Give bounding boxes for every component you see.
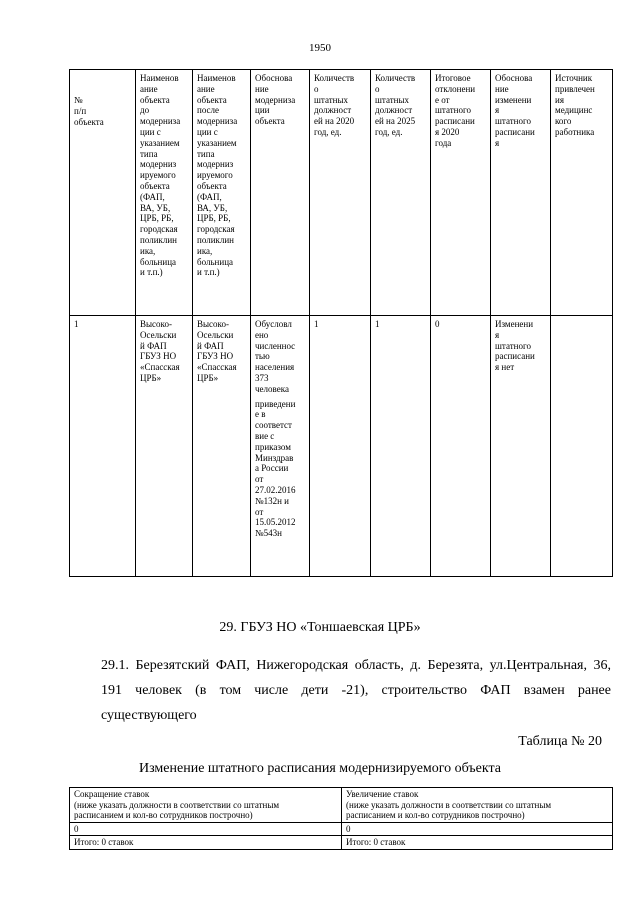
header-text: Итоговое отклонени е от штатного расписани я 2020 года	[435, 73, 476, 148]
cell-reduction-total: Итого: 0 ставок	[70, 836, 342, 850]
table-caption: Изменение штатного расписания модернизируемого объекта	[138, 761, 502, 776]
header-text: Обоснова ние изменени я штатного расписани я	[495, 73, 535, 148]
header-text: Сокращение ставок (ниже указать должности в соответствии со штатным расписанием и кол-во сотрудников построчно)	[74, 789, 280, 820]
header-cell-after	[193, 70, 251, 316]
header-cell-justification	[251, 70, 310, 316]
header-cell-before	[136, 70, 193, 316]
header-cell-increase	[342, 788, 613, 823]
cell-text: Изменени я штатного расписани я нет	[495, 319, 535, 373]
header-cell-staff-2020	[310, 70, 371, 316]
staff-change-table	[69, 787, 613, 850]
header-cell-deviation	[431, 70, 491, 316]
cell-object-before	[136, 316, 193, 577]
staffing-table	[69, 69, 613, 577]
cell-increase-value: 0	[342, 822, 613, 836]
cell-text: Высоко- Осельски й ФАП ГБУЗ НО «Спасская ЦРБ»	[197, 319, 237, 383]
cell-justification	[251, 316, 310, 577]
header-cell-change-reason	[491, 70, 551, 316]
cell-deviation	[431, 316, 491, 577]
cell-text: 1	[314, 319, 319, 329]
cell-source	[551, 316, 613, 577]
table-label: Таблица № 20	[518, 734, 602, 749]
cell-increase-total: Итого: 0 ставок	[342, 836, 613, 850]
page-number: 1950	[309, 42, 331, 54]
header-text: Количеств о штатных должност ей на 2020 год, ед.	[314, 73, 355, 137]
cell-text: 1	[74, 319, 79, 329]
cell-text: 0	[435, 319, 440, 329]
header-cell-staff-2025	[371, 70, 431, 316]
cell-number	[70, 316, 136, 577]
header-text: Наименов ание объекта до модерниза ции с указанием типа модерниз ируемого объекта (ФАП, ВА, УБ, ЦРБ, РБ, городская поликлин ика, больница и т.п.)	[140, 73, 181, 278]
table-header-row	[70, 788, 613, 823]
header-cell-number	[70, 70, 136, 316]
table-row	[70, 316, 613, 577]
header-cell-reduction	[70, 788, 342, 823]
header-text: Наименов ание объекта после модерниза ции с указанием типа модерниз ируемого объекта (ФАП, ВА, УБ, ЦРБ, РБ, городская поликлин ика, больница и т.п.)	[197, 73, 238, 278]
header-text: № п/п объекта	[74, 95, 104, 127]
justification-paragraph: Обусловл ено численнос тью населения 373 человека	[255, 319, 296, 394]
cell-staff-2025	[371, 316, 431, 577]
header-cell-source	[551, 70, 613, 316]
header-text: Количеств о штатных должност ей на 2025 год, ед.	[375, 73, 416, 137]
table-row	[70, 822, 613, 836]
header-text: Источник привлечен ия медицинс кого работника	[555, 73, 595, 137]
object-description: 29.1. Березятский ФАП, Нижегородская область, д. Березята, ул.Центральная, 36, 191 человек (в том числе дети -21), строительство ФАП взамен ранее существующего	[101, 658, 611, 723]
table-total-row	[70, 836, 613, 850]
cell-text: 1	[375, 319, 380, 329]
cell-change-reason	[491, 316, 551, 577]
header-text: Обоснова ние модерниза ции объекта	[255, 73, 296, 127]
cell-object-after	[193, 316, 251, 577]
cell-staff-2020	[310, 316, 371, 577]
cell-text: Высоко- Осельски й ФАП ГБУЗ НО «Спасская ЦРБ»	[140, 319, 180, 383]
justification-paragraph: приведени е в соответст вие с приказом Минздрав а России от 27.02.2016 №132н и от 15.05.2012 №543н	[255, 398, 296, 539]
section-title: 29. ГБУЗ НО «Тоншаевская ЦРБ»	[219, 620, 421, 635]
cell-reduction-value: 0	[70, 822, 342, 836]
table-header-row	[70, 70, 613, 316]
header-text: Увеличение ставок (ниже указать должности в соответствии со штатным расписанием и кол-во сотрудников построчно)	[346, 789, 552, 820]
